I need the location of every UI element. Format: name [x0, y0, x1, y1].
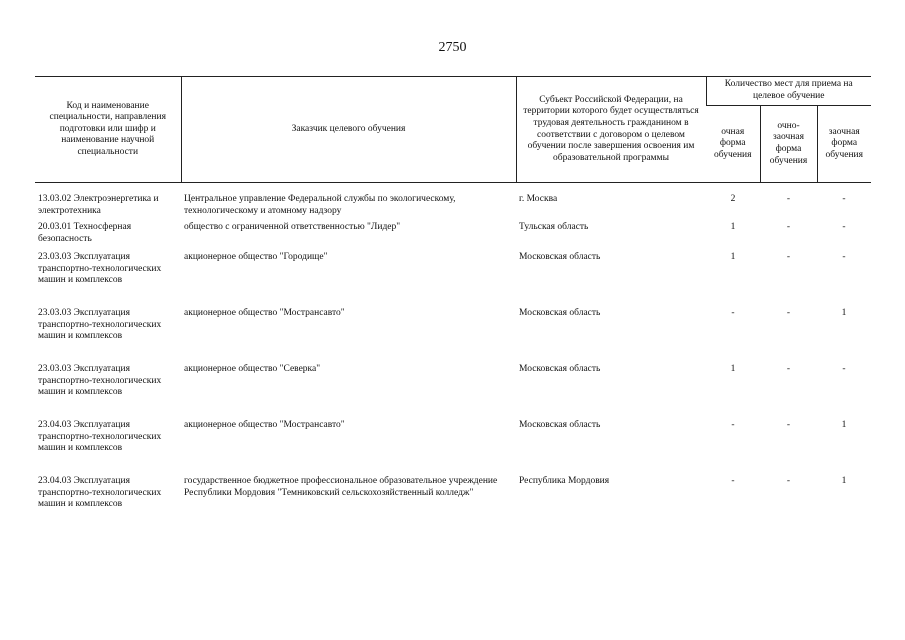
cell-fulltime: 2 [730, 194, 736, 204]
cell-parttime: - [786, 194, 791, 204]
cell-parttime: - [786, 476, 791, 486]
cell-code: 23.03.03 Эксплуатация транспортно-технологических машин и комплексов [38, 364, 162, 398]
cell-customer: общество с ограниченной ответственностью "Лидер" [184, 222, 401, 232]
cell-correspondence: - [842, 364, 846, 374]
cell-fulltime: - [731, 308, 735, 318]
cell-customer: Центральное управление Федеральной службы по экологическому, технологическому и атомному надзору [184, 194, 456, 216]
cell-code: 23.03.03 Эксплуатация транспортно-технологических машин и комплексов [38, 308, 162, 342]
cell-code: 23.04.03 Эксплуатация транспортно-технологических машин и комплексов [38, 420, 162, 454]
cell-code: 23.03.03 Эксплуатация транспортно-технологических машин и комплексов [38, 252, 162, 286]
header-fulltime: очная форма обучения [706, 106, 760, 183]
table-row [35, 252, 871, 308]
cell-parttime: - [786, 364, 791, 374]
cell-parttime: - [786, 252, 791, 262]
cell-region: Московская область [519, 420, 601, 430]
cell-parttime: - [786, 222, 791, 232]
cell-correspondence: - [842, 222, 846, 232]
header-customer: Заказчик целевого обучения [181, 77, 516, 183]
cell-code: 20.03.01 Техносферная безопасность [38, 222, 132, 244]
table-row [35, 222, 871, 252]
cell-correspondence: 1 [841, 420, 847, 430]
header-parttime: очно-заочная форма обучения [760, 106, 817, 183]
cell-code: 13.03.02 Электроэнергетика и электротехника [38, 194, 159, 216]
table-row [35, 364, 871, 420]
cell-correspondence: - [842, 252, 846, 262]
cell-fulltime: 1 [730, 364, 736, 374]
cell-fulltime: 1 [730, 252, 736, 262]
table-header [35, 77, 871, 183]
cell-customer: акционерное общество "Мострансавто" [184, 420, 345, 430]
page-number: 2750 [438, 40, 467, 55]
table-row [35, 308, 871, 364]
cell-region: г. Москва [519, 194, 558, 204]
cell-customer: акционерное общество "Северка" [184, 364, 321, 374]
cell-parttime: - [786, 420, 791, 430]
table-row [35, 476, 871, 532]
table-row [35, 420, 871, 476]
header-correspondence: заочная форма обучения [817, 106, 871, 183]
cell-region: Московская область [519, 364, 601, 374]
header-places-group: Количество мест для приема на целевое обучение [706, 77, 871, 106]
cell-region: Тульская область [519, 222, 589, 232]
header-region: Субъект Российской Федерации, на территории которого будет осуществляться трудовая деятельность гражданином в соответствии с договором о целевом обучении после завершения освоения им образовательной программы [516, 77, 706, 183]
cell-customer: акционерное общество "Городище" [184, 252, 328, 262]
cell-customer: акционерное общество "Мострансавто" [184, 308, 345, 318]
cell-parttime: - [786, 308, 791, 318]
cell-region: Московская область [519, 252, 601, 262]
table-body [35, 183, 871, 533]
cell-region: Московская область [519, 308, 601, 318]
cell-customer: государственное бюджетное профессиональное образовательное учреждение Республики Мордовия "Темниковский сельскохозяйственный колледж" [184, 476, 498, 498]
cell-code: 23.04.03 Эксплуатация транспортно-технологических машин и комплексов [38, 476, 162, 510]
cell-correspondence: 1 [841, 476, 847, 486]
cell-correspondence: 1 [841, 308, 847, 318]
cell-fulltime: - [731, 420, 735, 430]
header-code: Код и наименование специальности, направления подготовки или шифр и наименование научной специальности [35, 77, 181, 183]
table-row [35, 194, 871, 222]
cell-fulltime: - [731, 476, 735, 486]
cell-fulltime: 1 [730, 222, 736, 232]
cell-correspondence: - [842, 194, 846, 204]
quota-table [35, 76, 871, 532]
cell-region: Республика Мордовия [519, 476, 610, 486]
